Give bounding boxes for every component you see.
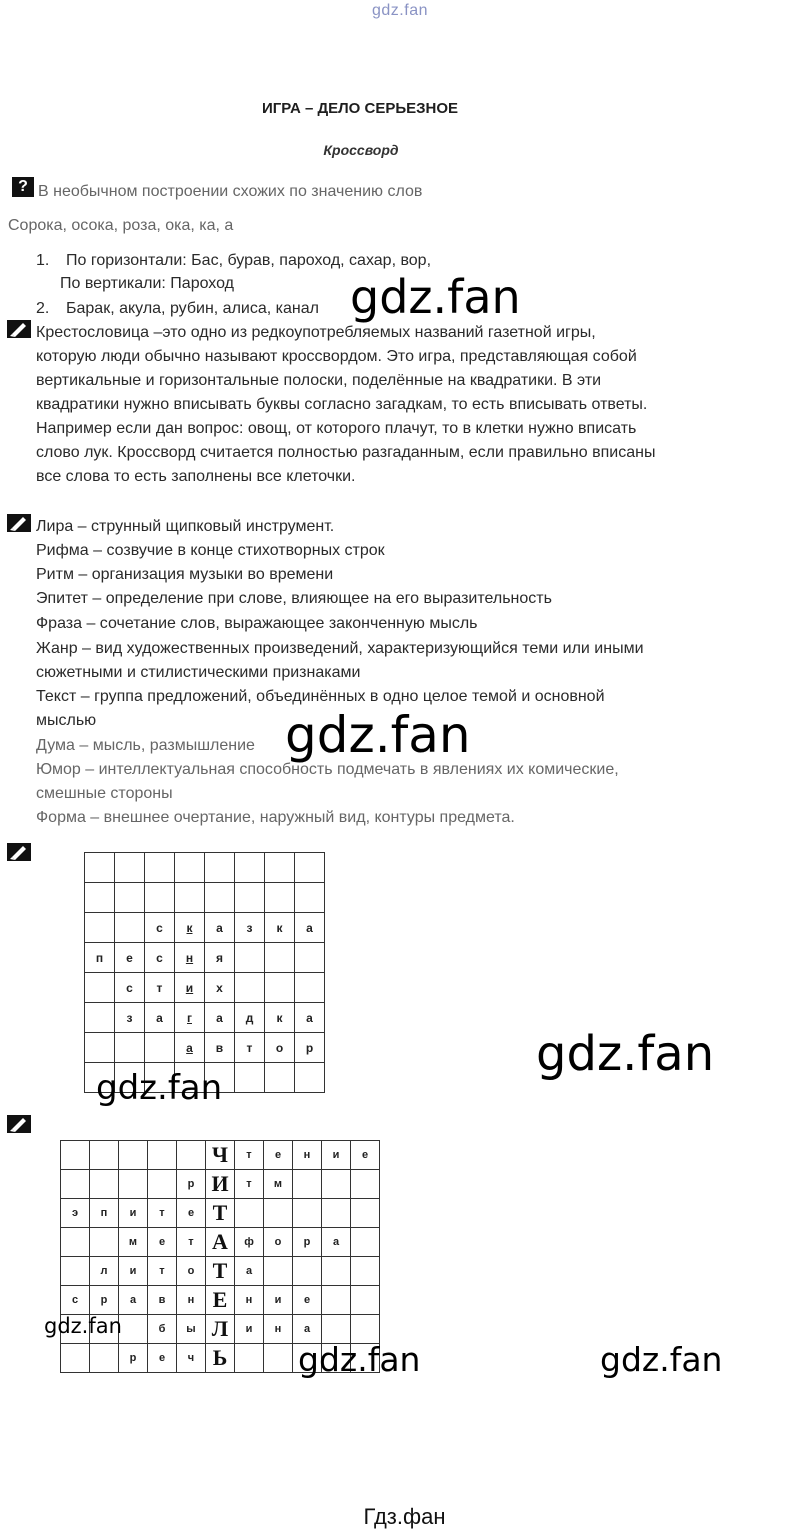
crossword-1-cell: в xyxy=(205,1033,235,1063)
crossword-2-cell xyxy=(235,1199,264,1228)
crossword-2-cell xyxy=(293,1199,322,1228)
crossword-2-cell: е xyxy=(177,1199,206,1228)
crossword-1-cell: я xyxy=(205,943,235,973)
crossword-1-cell xyxy=(295,853,325,883)
crossword-1-cell: с xyxy=(145,943,175,973)
crossword-2-cell xyxy=(264,1257,293,1286)
crossword-2-cell: т xyxy=(235,1141,264,1170)
crossword-2-cell: т xyxy=(177,1228,206,1257)
crossword-2-cell: а xyxy=(235,1257,264,1286)
crossword-1-cell: д xyxy=(235,1003,265,1033)
crossword-2-cell: е xyxy=(148,1228,177,1257)
crossword-2-cell: м xyxy=(119,1228,148,1257)
crossword-2-cell: и xyxy=(264,1286,293,1315)
crossword-1-row xyxy=(85,973,325,1003)
crossword-1-cell xyxy=(115,883,145,913)
crossword-2-row xyxy=(61,1199,380,1228)
crossword-2-cell xyxy=(61,1170,90,1199)
crossword-1-row xyxy=(85,1033,325,1063)
question-icon: ? xyxy=(12,177,34,197)
crossword-1-row xyxy=(85,1003,325,1033)
watermark-4: gdz.fan xyxy=(536,1026,715,1082)
crossword-2-cell xyxy=(293,1170,322,1199)
crossword-1-row xyxy=(85,883,325,913)
watermark-2: gdz.fan xyxy=(285,706,471,764)
crossword-2-cell: И xyxy=(206,1170,235,1199)
crossword-2-cell: Т xyxy=(206,1257,235,1286)
crossword-2-cell xyxy=(61,1228,90,1257)
crossword-2-cell xyxy=(61,1344,90,1373)
crossword-1-cell: к xyxy=(175,913,205,943)
crossword-1-cell: п xyxy=(85,943,115,973)
crossword-2-cell xyxy=(351,1199,380,1228)
term-line-4: Эпитет – определение при слове, влияющее на его выразительность xyxy=(36,590,552,607)
crossword-2-cell xyxy=(322,1286,351,1315)
crossword-2-cell: п xyxy=(90,1199,119,1228)
crossword-1-cell xyxy=(145,853,175,883)
crossword-2-cell: Ь xyxy=(206,1344,235,1373)
crossword-2-cell: р xyxy=(293,1228,322,1257)
crossword-2-cell: е xyxy=(264,1141,293,1170)
crossword-1-cell: е xyxy=(115,943,145,973)
question-line-2: Сорока, осока, роза, ока, ка, а xyxy=(8,217,234,234)
crossword-2-cell: а xyxy=(293,1315,322,1344)
term-line-7: сюжетными и стилистическими признаками xyxy=(36,664,361,681)
crossword-2-cell: А xyxy=(206,1228,235,1257)
crossword-1-cell xyxy=(235,1063,265,1093)
crossword-1-cell xyxy=(115,853,145,883)
crossword-2-cell: о xyxy=(264,1228,293,1257)
crossword-1-cell xyxy=(295,973,325,1003)
crossword-1-cell xyxy=(295,943,325,973)
crossword-2-cell: ф xyxy=(235,1228,264,1257)
crossword-2-cell: Ч xyxy=(206,1141,235,1170)
crossword-2-cell: о xyxy=(177,1257,206,1286)
crossword-1-cell xyxy=(85,883,115,913)
crossword-2-cell xyxy=(119,1170,148,1199)
crossword-1-cell xyxy=(85,1033,115,1063)
crossword-1-cell: с xyxy=(145,913,175,943)
crossword-1-cell xyxy=(235,973,265,1003)
definition-line-7: все слова то есть заполнены все клеточки. xyxy=(36,468,356,485)
crossword-1-cell: т xyxy=(235,1033,265,1063)
crossword-1-cell: а xyxy=(145,1003,175,1033)
crossword-1-cell xyxy=(235,883,265,913)
crossword-2-cell: и xyxy=(235,1315,264,1344)
crossword-2-cell xyxy=(90,1170,119,1199)
crossword-1-cell: р xyxy=(295,1033,325,1063)
definition-line-4: квадратики нужно вписывать буквы согласно загадкам, то есть вписывать ответы. xyxy=(36,396,648,413)
crossword-1-cell: а xyxy=(205,1003,235,1033)
pen-icon xyxy=(7,1115,31,1133)
crossword-1-cell xyxy=(265,883,295,913)
crossword-2-cell: и xyxy=(119,1199,148,1228)
crossword-1-cell xyxy=(235,943,265,973)
answer-1-text-2: По вертикали: Пароход xyxy=(60,275,235,292)
crossword-1-row xyxy=(85,943,325,973)
crossword-2-cell xyxy=(351,1170,380,1199)
crossword-2-cell: в xyxy=(148,1286,177,1315)
crossword-1-cell xyxy=(295,1063,325,1093)
crossword-1-cell: а xyxy=(295,913,325,943)
crossword-1-cell: х xyxy=(205,973,235,1003)
crossword-2-cell: е xyxy=(148,1344,177,1373)
crossword-2-row xyxy=(61,1170,380,1199)
page-subtitle: Кроссворд xyxy=(323,142,399,158)
crossword-2-cell: н xyxy=(177,1286,206,1315)
definition-line-6: слово лук. Кроссворд считается полностью разгаданным, если правильно вписаны xyxy=(36,444,656,461)
crossword-1-cell: т xyxy=(145,973,175,1003)
crossword-2-cell xyxy=(61,1257,90,1286)
crossword-2-cell xyxy=(119,1315,148,1344)
term-line-11: Юмор – интеллектуальная способность подмечать в явлениях их комические, xyxy=(36,761,619,778)
crossword-2-cell: с xyxy=(61,1286,90,1315)
crossword-1-cell xyxy=(85,853,115,883)
crossword-1-row xyxy=(85,913,325,943)
term-line-10: Дума – мысль, размышление xyxy=(36,737,255,754)
crossword-1-row xyxy=(85,853,325,883)
crossword-2-row xyxy=(61,1141,380,1170)
crossword-2-cell xyxy=(90,1141,119,1170)
crossword-1-cell xyxy=(205,853,235,883)
crossword-1-cell: з xyxy=(115,1003,145,1033)
watermark-3: gdz.fan xyxy=(96,1068,223,1108)
crossword-2-cell: е xyxy=(351,1141,380,1170)
crossword-1-cell: г xyxy=(175,1003,205,1033)
crossword-1-cell: з xyxy=(235,913,265,943)
crossword-1-grid xyxy=(84,852,325,1093)
answer-2-number: 2. xyxy=(36,300,50,317)
crossword-1-cell xyxy=(145,883,175,913)
pen-icon xyxy=(7,514,31,532)
crossword-2-cell xyxy=(264,1344,293,1373)
crossword-2-cell: и xyxy=(322,1141,351,1170)
watermark-1: gdz.fan xyxy=(350,270,521,324)
term-line-6: Жанр – вид художественных произведений, характеризующийся теми или иными xyxy=(36,640,644,657)
crossword-2-cell: т xyxy=(148,1199,177,1228)
watermark-5: gdz.fan xyxy=(44,1314,122,1338)
crossword-1-cell xyxy=(85,1003,115,1033)
crossword-1-cell xyxy=(175,883,205,913)
page-title: ИГРА – ДЕЛО СЕРЬЕЗНОЕ xyxy=(261,100,459,117)
crossword-2-cell xyxy=(322,1170,351,1199)
crossword-2-cell: и xyxy=(119,1257,148,1286)
definition-line-1: Крестословица –это одно из редкоупотребляемых названий газетной игры, xyxy=(36,324,596,341)
term-line-3: Ритм – организация музыки во времени xyxy=(36,566,334,583)
term-line-2: Рифма – созвучие в конце стихотворных строк xyxy=(36,542,385,559)
crossword-2-row xyxy=(61,1228,380,1257)
crossword-2-cell: ы xyxy=(177,1315,206,1344)
crossword-2-cell xyxy=(61,1141,90,1170)
crossword-1-cell xyxy=(85,973,115,1003)
crossword-1-cell: н xyxy=(175,943,205,973)
crossword-2-cell xyxy=(119,1141,148,1170)
definition-line-2: которую люди обычно называют кроссвордом. Это игра, представляющая собой xyxy=(36,348,637,365)
crossword-1-cell xyxy=(205,883,235,913)
crossword-2-cell xyxy=(264,1199,293,1228)
crossword-2-cell: е xyxy=(293,1286,322,1315)
crossword-2-cell: э xyxy=(61,1199,90,1228)
term-line-5: Фраза – сочетание слов, выражающее законченную мысль xyxy=(36,615,478,632)
crossword-2-cell: н xyxy=(264,1315,293,1344)
crossword-1-cell xyxy=(235,853,265,883)
term-line-9: мыслью xyxy=(36,712,97,729)
crossword-2-cell: б xyxy=(148,1315,177,1344)
crossword-1-cell xyxy=(115,1033,145,1063)
crossword-2-row xyxy=(61,1286,380,1315)
crossword-2-cell xyxy=(90,1344,119,1373)
crossword-2-cell: а xyxy=(322,1228,351,1257)
crossword-1-cell: и xyxy=(175,973,205,1003)
answer-2-text: Барак, акула, рубин, алиса, канал xyxy=(66,300,319,317)
crossword-2-cell xyxy=(351,1257,380,1286)
crossword-2-cell xyxy=(293,1257,322,1286)
crossword-2-cell: р xyxy=(119,1344,148,1373)
crossword-2-cell: м xyxy=(264,1170,293,1199)
crossword-2-cell: н xyxy=(293,1141,322,1170)
crossword-1-cell xyxy=(175,853,205,883)
crossword-2-cell: н xyxy=(235,1286,264,1315)
watermark-6: gdz.fan xyxy=(298,1340,421,1379)
crossword-2-cell: т xyxy=(148,1257,177,1286)
watermark-7: gdz.fan xyxy=(600,1340,723,1379)
crossword-1-cell: а xyxy=(295,1003,325,1033)
term-line-8: Текст – группа предложений, объединённых в одно целое темой и основной xyxy=(36,688,605,705)
crossword-2-cell: Т xyxy=(206,1199,235,1228)
term-line-13: Форма – внешнее очертание, наружный вид, контуры предмета. xyxy=(36,809,515,826)
crossword-1-cell: о xyxy=(265,1033,295,1063)
crossword-2-cell xyxy=(235,1344,264,1373)
question-line-1: В необычном построении схожих по значению слов xyxy=(38,183,423,200)
crossword-1-cell xyxy=(145,1033,175,1063)
crossword-2-cell: л xyxy=(90,1257,119,1286)
crossword-1-cell xyxy=(265,853,295,883)
definition-line-5: Например если дан вопрос: овощ, от которого плачут, то в клетки нужно вписать xyxy=(36,420,637,437)
term-line-12: смешные стороны xyxy=(36,785,173,802)
crossword-2-cell: ч xyxy=(177,1344,206,1373)
crossword-2-cell: т xyxy=(235,1170,264,1199)
term-line-1: Лира – струнный щипковый инструмент. xyxy=(36,518,335,535)
crossword-2-cell xyxy=(177,1141,206,1170)
pen-icon xyxy=(7,320,31,338)
answer-1-number: 1. xyxy=(36,252,50,269)
crossword-2-cell xyxy=(322,1199,351,1228)
crossword-2-cell: р xyxy=(90,1286,119,1315)
watermark-top: gdz.fan xyxy=(372,2,428,19)
answer-1-text: По горизонтали: Бас, бурав, пароход, сахар, вор, xyxy=(66,252,432,269)
crossword-1-cell xyxy=(265,943,295,973)
crossword-1-cell xyxy=(295,883,325,913)
crossword-1-cell xyxy=(115,913,145,943)
pen-icon xyxy=(7,843,31,861)
crossword-2-cell xyxy=(90,1228,119,1257)
crossword-1-cell: с xyxy=(115,973,145,1003)
crossword-1-cell xyxy=(265,973,295,1003)
definition-line-3: вертикальные и горизонтальные полоски, поделённые на квадратики. В эти xyxy=(36,372,602,389)
crossword-2-cell: р xyxy=(177,1170,206,1199)
crossword-2-grid xyxy=(60,1140,380,1373)
crossword-1-cell: а xyxy=(205,913,235,943)
crossword-2-cell xyxy=(148,1141,177,1170)
crossword-2-cell xyxy=(148,1170,177,1199)
crossword-2-cell xyxy=(351,1228,380,1257)
crossword-2-cell xyxy=(322,1257,351,1286)
crossword-2-cell: Е xyxy=(206,1286,235,1315)
crossword-1-cell: к xyxy=(265,913,295,943)
crossword-2-cell: а xyxy=(119,1286,148,1315)
crossword-2-cell xyxy=(351,1286,380,1315)
crossword-2-row xyxy=(61,1257,380,1286)
crossword-1-cell: к xyxy=(265,1003,295,1033)
footer-caption: Гдз.фан xyxy=(363,1504,446,1529)
crossword-1-cell: а xyxy=(175,1033,205,1063)
crossword-1-cell xyxy=(265,1063,295,1093)
crossword-1-cell xyxy=(85,913,115,943)
crossword-2-cell: Л xyxy=(206,1315,235,1344)
